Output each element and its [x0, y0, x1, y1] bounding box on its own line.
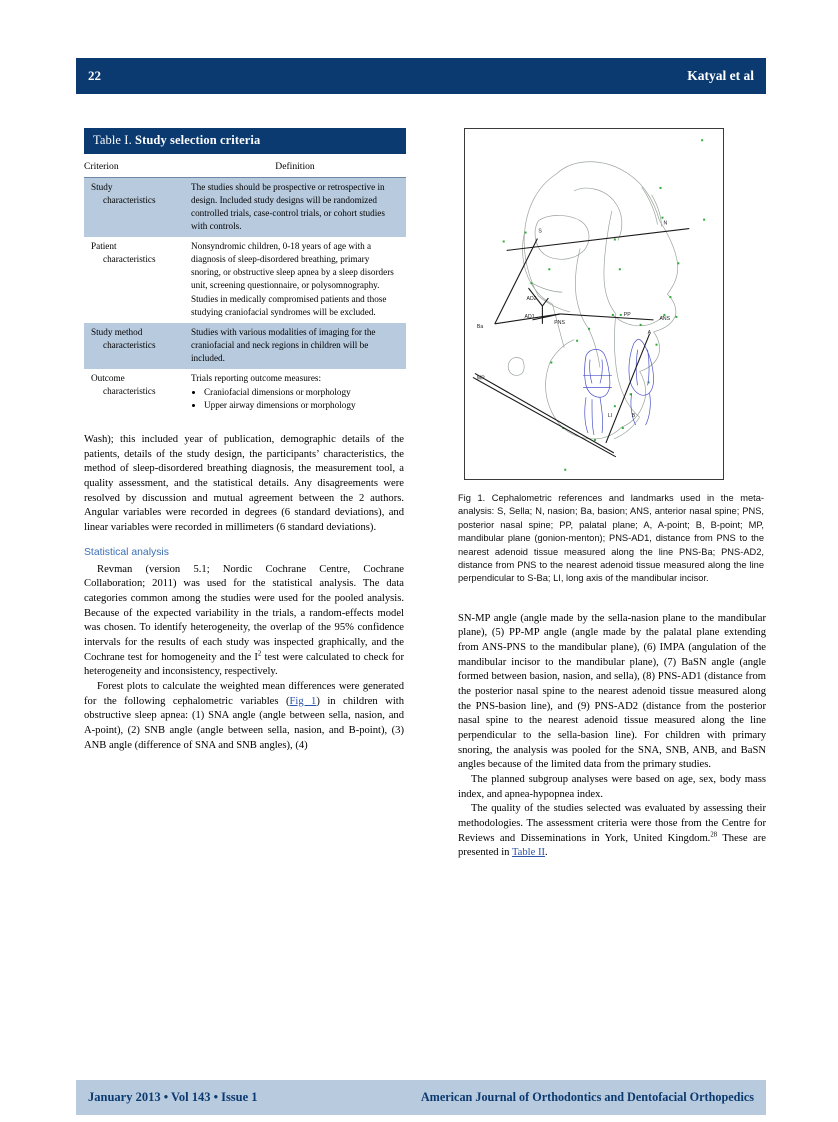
criterion-line-1: Study — [91, 182, 113, 192]
figure-label-AD2: AD2 — [526, 296, 537, 303]
figure-label-PP: PP — [623, 311, 631, 318]
cephalometric-figure — [464, 128, 724, 480]
figure-label-MP: MP — [476, 375, 485, 382]
right-paragraph-3 — [458, 802, 766, 861]
row-definition-intro: Trials reporting outcome measures: — [191, 372, 322, 383]
table-header-row — [84, 154, 406, 178]
row-criterion — [84, 178, 184, 238]
figure-label-PNS: PNS — [554, 319, 565, 326]
figure-number: Fig 1. — [458, 493, 486, 503]
left-paragraph-3-part-b: ) in children with obstructive sleep apnea: (1) SNA angle (angle between sella, nasion, and A-point), (2) SNB angle (angle between sella, nasion, and B-point), (3) ANB angle (difference of SNA and SNB angles), (4) — [84, 695, 405, 751]
figure-label-N: N — [663, 220, 668, 227]
section-heading-statistical-analysis: Statistical analysis — [84, 546, 169, 558]
list-item: • Upper airway dimensions or morphology — [204, 399, 400, 412]
right-paragraph-3-part-a: The quality of the studies selected was evaluated by assessing their methodologies. The assessment criteria were those from the Centre for Reviews and Disseminations in York, United Kingdom. — [458, 803, 766, 844]
figure-label-AD1: AD1 — [524, 313, 535, 320]
left-paragraph-2-part-a: Revman (version 5.1; Nordic Cochrane Centre, Cochrane Collaboration; 2011) was used for the statistical analysis. The data categories common among the studies were used for the pooled analysis. Because of the expected variability in the trials, a random-effects model was chosen. To identify heterogeneity, the overlap of the 95% confidence intervals for the results of each study was inspected graphically, and the Cochrane test for homogeneity and the I — [84, 563, 404, 663]
figure-caption-text: Cephalometric references and landmarks used in the meta-analysis: S, Sella; N, nasion; Ba, basion; ANS, anterior nasal spine; PNS, posterior nasal spine; PP, palatal plane; A, A-point; B, B-point; MP, mandibular plane (gonion-menton); PNS-AD1, distance from PNS to the nearest adenoid tissue measured along the line PNS-Ba; PNS-AD2, distance from PNS to the nearest adenoid tissue measured along the line perpendicular to S-Ba; LI, long axis of the mandibular incisor. — [458, 493, 764, 584]
left-paragraph-3-part-a: Forest plots to calculate the weighted mean differences were generated for the following cephalometric variables ( — [84, 681, 404, 707]
right-paragraph-3-part-b: These are presented in — [458, 832, 766, 859]
right-paragraph-1: SN-MP angle (angle made by the sella-nasion plane to the mandibular plane), (5) PP-MP angle (angle made by the palatal plane extending from ANS-PNS to the mandibular plane), (6) IMPA (angulation of the mandibular incisor to the mandibular plane), (7) BaSN angle (angle formed between basion, nasion, and sella), (8) PNS-AD1 (distance from the posterior nasal spine to the nearest adenoid tissue measured along the PNS-basion line), and (9) PNS-AD2 (distance from the posterior nasal spine to the nearest adenoid tissue measured along the line perpendicular to the sella-basion line). For children with primary snoring, the analysis was pooled for the SNA, SNB, ANB, and BaSN angles because of the limited data from the primary studies. — [458, 612, 766, 771]
superscript-isquared: 2 — [257, 650, 262, 658]
figure-label-LI: LI — [607, 413, 613, 420]
page-footer-bar — [76, 1080, 766, 1115]
figure-label-A: A — [647, 329, 652, 336]
row-definition: Nonsyndromic children, 0-18 years of age with a diagnosis of sleep-disordered breathing, primary snoring, or obstructive sleep apnea by a sleep disorders unit, screening questionnaire, or polysomnography. Studies in medically compromised patients and those studying craniofacial syndromes will be excluded. — [191, 241, 394, 317]
left-paragraph-2 — [84, 563, 404, 680]
criterion-line-1: Study method — [91, 326, 143, 337]
table-row — [84, 369, 406, 416]
criterion-line-1: Outcome — [91, 372, 125, 383]
running-author: Katyal et al — [687, 68, 754, 83]
column-header-criterion: Criterion — [84, 154, 184, 178]
criterion-line-2: characteristics — [103, 254, 156, 265]
table-row — [84, 323, 406, 369]
page-number: 22 — [88, 68, 101, 83]
left-paragraph-3 — [84, 680, 404, 753]
footer-issue-info: January 2013 • Vol 143 • Issue 1 — [88, 1090, 258, 1104]
row-criterion — [84, 237, 184, 322]
left-column — [84, 128, 404, 753]
outcome-bullet-list — [191, 386, 400, 412]
figure-label-B: B — [631, 413, 636, 420]
table-title-text: Study selection criteria — [135, 133, 261, 147]
figure-label-ANS: ANS — [659, 315, 671, 322]
left-paragraph-2-part-b: test were calculated to check for heterogeneity and inconsistency, respectively. — [84, 651, 404, 678]
criterion-line-2: characteristics — [103, 195, 156, 206]
page-header-bar — [76, 58, 766, 94]
criterion-line-1: Patient — [91, 241, 117, 252]
figure-label-Ba: Ba — [476, 323, 484, 330]
cephalometric-tracing-svg — [465, 129, 723, 479]
row-criterion — [84, 323, 184, 369]
table-title-number: Table I. — [93, 133, 132, 147]
right-paragraph-2: The planned subgroup analyses were based on age, sex, body mass index, and apnea-hypopnea index. — [458, 774, 766, 800]
criterion-line-2: characteristics — [103, 385, 156, 396]
row-definition: The studies should be prospective or retrospective in design. Included study designs will be randomized controlled trials, case-control trials, or cohort studies with controls. — [184, 178, 406, 238]
figure-caption — [458, 492, 764, 586]
table-title-row — [84, 128, 406, 154]
right-paragraph-3-part-c: . — [545, 847, 548, 859]
row-definition: Studies with various modalities of imaging for the craniofacial and neck regions in children will be included. — [184, 323, 406, 369]
list-item: • Craniofacial dimensions or morphology — [204, 386, 400, 399]
right-column — [458, 128, 766, 861]
row-definition — [184, 369, 406, 416]
table-row — [84, 237, 406, 322]
study-selection-table — [84, 128, 406, 416]
table-row — [84, 178, 406, 238]
table-title — [84, 128, 406, 154]
column-header-definition: Definition — [184, 154, 406, 178]
figure-label-S: S — [538, 228, 542, 235]
footer-journal-name: American Journal of Orthodontics and Dentofacial Orthopedics — [420, 1090, 754, 1104]
left-paragraph-1: Wash); this included year of publication, demographic details of the patients, details of the study design, the participants’ characteristics, the method of sleep-disordered breathing diagnosis, the measurement tool, a quality assessment, and the statistical details. Any disagreements were resolved by discussion and mutual agreement between the 2 authors. Angular variables were recorded in degrees (6 standard deviations), and linear variables were recorded in millimeters (6 standard deviations). — [84, 434, 404, 534]
criterion-line-2: characteristics — [103, 339, 156, 350]
table-2-link[interactable]: Table II — [511, 847, 546, 859]
figure-1-link[interactable]: Fig 1 — [289, 695, 317, 707]
row-criterion — [84, 369, 184, 416]
superscript-reference-28: 28 — [710, 831, 718, 839]
